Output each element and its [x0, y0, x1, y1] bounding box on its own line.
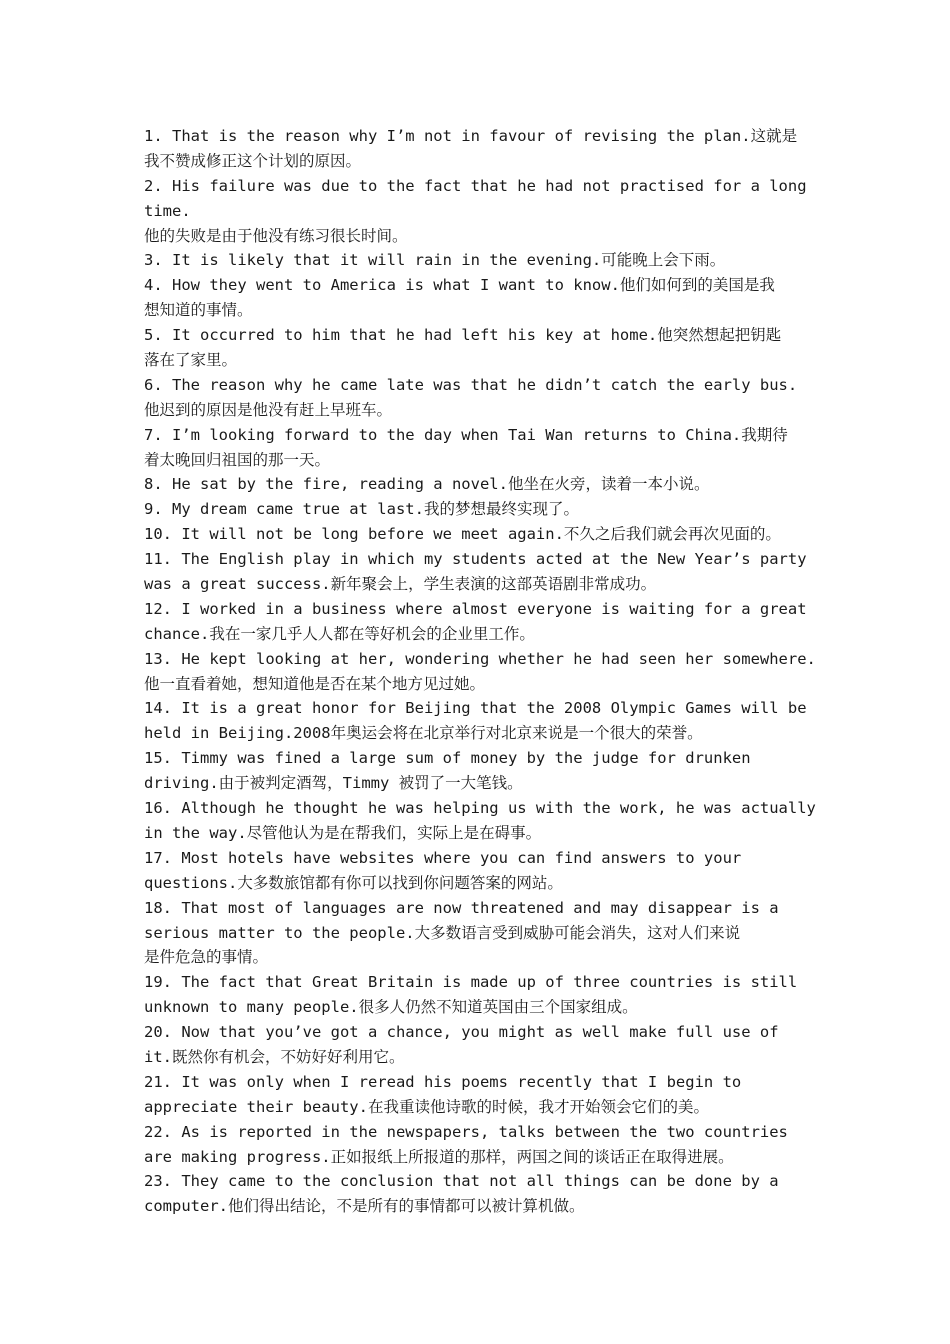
text-line-10: 落在了家里。: [144, 351, 238, 370]
text-line-32: 18. That most of languages are now threatened and may disappear is a: [144, 898, 779, 917]
text-line-28: 16. Although he thought he was helping us with the work, he was actually: [144, 799, 816, 818]
text-line-44: computer.他们得出结论，不是所有的事情都可以被计算机做。: [144, 1197, 585, 1216]
text-line-2: 我不赞成修正这个计划的原因。: [144, 151, 362, 170]
text-line-16: 9. My dream came true at last.我的梦想最终实现了。: [144, 500, 579, 519]
text-line-43: 23. They came to the conclusion that not all things can be done by a: [144, 1172, 779, 1191]
text-line-17: 10. It will not be long before we meet again.不久之后我们就会再次见面的。: [144, 525, 781, 544]
text-line-3: 2. His failure was due to the fact that he had not practised for a long: [144, 176, 807, 195]
text-line-20: 12. I worked in a business where almost everyone is waiting for a great: [144, 599, 807, 618]
text-line-9: 5. It occurred to him that he had left his key at home.他突然想起把钥匙: [144, 326, 782, 345]
text-line-35: 19. The fact that Great Britain is made up of three countries is still: [144, 973, 798, 992]
text-line-23: 他一直看着她，想知道他是否在某个地方见过她。: [144, 674, 486, 693]
text-line-30: 17. Most hotels have websites where you can find answers to your: [144, 848, 742, 867]
text-line-18: 11. The English play in which my students acted at the New Year’s party: [144, 550, 807, 569]
text-line-22: 13. He kept looking at her, wondering whether he had seen her somewhere.: [144, 649, 816, 668]
text-line-7: 4. How they went to America is what I want to know.他们如何到的美国是我: [144, 276, 775, 295]
text-line-36: unknown to many people.很多人仍然不知道英国由三个国家组成。: [144, 998, 638, 1017]
text-line-15: 8. He sat by the fire, reading a novel.他坐在火旁，读着一本小说。: [144, 475, 710, 494]
text-line-31: questions.大多数旅馆都有你可以找到你问题答案的网站。: [144, 873, 563, 892]
text-line-37: 20. Now that you’ve got a chance, you might as well make full use of: [144, 1023, 779, 1042]
text-line-4: time.: [144, 201, 191, 220]
text-line-25: held in Beijing.2008年奥运会将在北京举行对北京来说是一个很大的荣誉。: [144, 724, 703, 743]
text-line-42: are making progress.正如报纸上所报道的那样，两国之间的谈话正在取得进展。: [144, 1147, 734, 1166]
text-line-38: it.既然你有机会，不妨好好利用它。: [144, 1047, 405, 1066]
text-line-19: was a great success.新年聚会上，学生表演的这部英语剧非常成功。: [144, 575, 657, 594]
text-line-13: 7. I’m looking forward to the day when Tai Wan returns to China.我期待: [144, 425, 788, 444]
text-line-40: appreciate their beauty.在我重读他诗歌的时候，我才开始领会它们的美。: [144, 1097, 709, 1116]
text-line-29: in the way.尽管他认为是在帮我们，实际上是在碍事。: [144, 823, 542, 842]
text-line-1: 1. That is the reason why I’m not in favour of revising the plan.这就是: [144, 127, 798, 145]
document-text: [144, 124, 816, 1219]
text-line-21: chance.我在一家几乎人人都在等好机会的企业里工作。: [144, 624, 535, 643]
text-line-12: 他迟到的原因是他没有赶上早班车。: [144, 400, 393, 419]
text-line-24: 14. It is a great honor for Beijing that the 2008 Olympic Games will be: [144, 699, 807, 718]
text-line-27: driving.由于被判定酒驾，Timmy 被罚了一大笔钱。: [144, 774, 523, 793]
text-line-14: 着太晚回归祖国的那一天。: [144, 450, 331, 469]
text-line-5: 他的失败是由于他没有练习很长时间。: [144, 226, 408, 245]
text-line-39: 21. It was only when I reread his poems recently that I begin to: [144, 1072, 742, 1091]
text-line-11: 6. The reason why he came late was that he didn’t catch the early bus.: [144, 375, 798, 394]
text-line-6: 3. It is likely that it will rain in the evening.可能晚上会下雨。: [144, 251, 726, 270]
text-line-41: 22. As is reported in the newspapers, talks between the two countries: [144, 1122, 788, 1141]
text-line-33: serious matter to the people.大多数语言受到威胁可能会消失，这对人们来说: [144, 923, 741, 942]
text-line-8: 想知道的事情。: [144, 301, 253, 320]
text-line-26: 15. Timmy was fined a large sum of money by the judge for drunken: [144, 749, 751, 768]
text-line-34: 是件危急的事情。: [144, 948, 269, 967]
